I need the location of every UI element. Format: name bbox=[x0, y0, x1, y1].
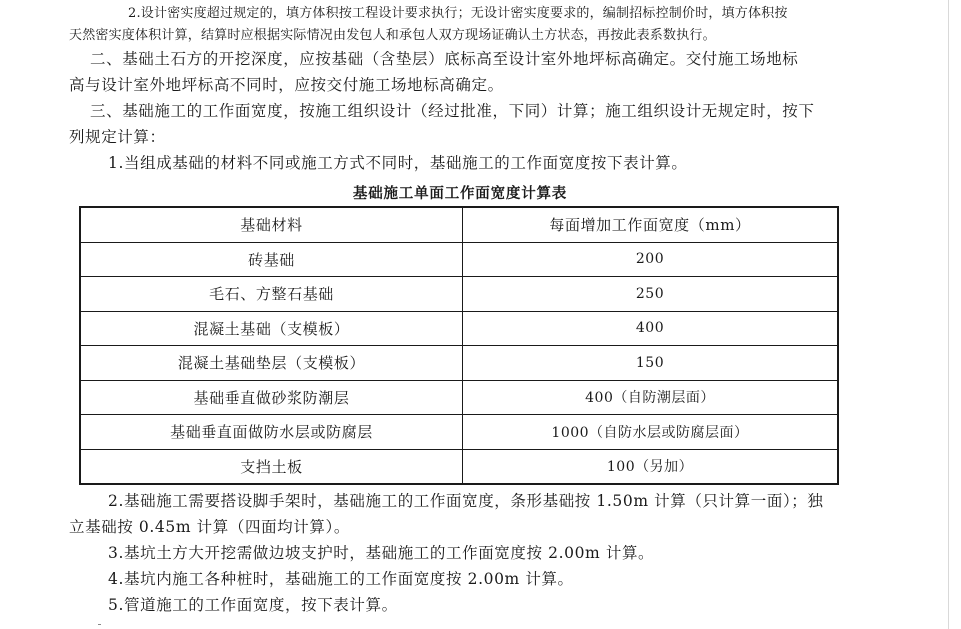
table-row bbox=[80, 380, 838, 415]
width-cell: 250 bbox=[463, 277, 839, 312]
density-note-line-1: 2.设计密实度超过规定的，填方体积按工程设计要求执行；无设计密实度要求的，编制招标控制价时，填方体积按 bbox=[128, 6, 788, 21]
section-two-line-1: 二、基础土石方的开挖深度，应按基础（含垫层）底标高至设计室外地坪标高确定。交付施工场地标 bbox=[90, 50, 799, 68]
section-two-line-2: 高与设计室外地坪标高不同时，应按交付施工场地标高确定。 bbox=[69, 76, 504, 94]
material-cell: 基础垂直面做防水层或防腐层 bbox=[80, 415, 463, 450]
table-row bbox=[80, 346, 838, 381]
section-three-line-1: 三、基础施工的工作面宽度，按施工组织设计（经过批准，下同）计算；施工组织设计无规定时，按下 bbox=[90, 102, 815, 120]
item-two-line-2: 立基础按 0.45m 计算（四面均计算）。 bbox=[69, 518, 350, 536]
item-one-text: 1.当组成基础的材料不同或施工方式不同时，基础施工的工作面宽度按下表计算。 bbox=[108, 154, 688, 172]
table-row bbox=[80, 449, 838, 484]
width-cell: 1000（自防水层或防腐层面） bbox=[463, 415, 839, 450]
width-cell: 400（自防潮层面） bbox=[463, 380, 839, 415]
width-cell: 400 bbox=[463, 311, 839, 346]
page-mark bbox=[98, 624, 101, 625]
table-row bbox=[80, 415, 838, 450]
material-cell: 混凝土基础（支模板） bbox=[80, 311, 463, 346]
item-five-text: 5.管道施工的工作面宽度，按下表计算。 bbox=[108, 596, 398, 614]
material-cell: 基础垂直做砂浆防潮层 bbox=[80, 380, 463, 415]
section-three-line-2: 列规定计算： bbox=[69, 128, 166, 146]
width-cell: 200 bbox=[463, 242, 839, 277]
header-width: 每面增加工作面宽度（mm） bbox=[463, 207, 839, 242]
material-cell: 混凝土基础垫层（支模板） bbox=[80, 346, 463, 381]
material-cell: 支挡土板 bbox=[80, 449, 463, 484]
page-edge-divider bbox=[948, 0, 949, 629]
table-row bbox=[80, 311, 838, 346]
item-four-text: 4.基坑内施工各种桩时，基础施工的工作面宽度按 2.00m 计算。 bbox=[108, 570, 574, 588]
density-note-line-2: 天然密实度体积计算，结算时应根据实际情况由发包人和承包人双方现场证确认土方状态，再按此表系数执行。 bbox=[69, 28, 716, 43]
item-three-text: 3.基坑土方大开挖需做边坡支护时，基础施工的工作面宽度按 2.00m 计算。 bbox=[108, 544, 655, 562]
item-two-line-1: 2.基础施工需要搭设脚手架时，基础施工的工作面宽度，条形基础按 1.50m 计算（只计算一面）；独 bbox=[108, 492, 824, 510]
material-cell: 砖基础 bbox=[80, 242, 463, 277]
material-cell: 毛石、方整石基础 bbox=[80, 277, 463, 312]
work-face-width-table bbox=[79, 206, 839, 485]
width-cell: 100（另加） bbox=[463, 449, 839, 484]
table-row bbox=[80, 277, 838, 312]
width-cell: 150 bbox=[463, 346, 839, 381]
table-caption: 基础施工单面工作面宽度计算表 bbox=[352, 186, 568, 202]
table-row bbox=[80, 242, 838, 277]
header-material: 基础材料 bbox=[80, 207, 463, 242]
table-header-row bbox=[80, 207, 838, 242]
